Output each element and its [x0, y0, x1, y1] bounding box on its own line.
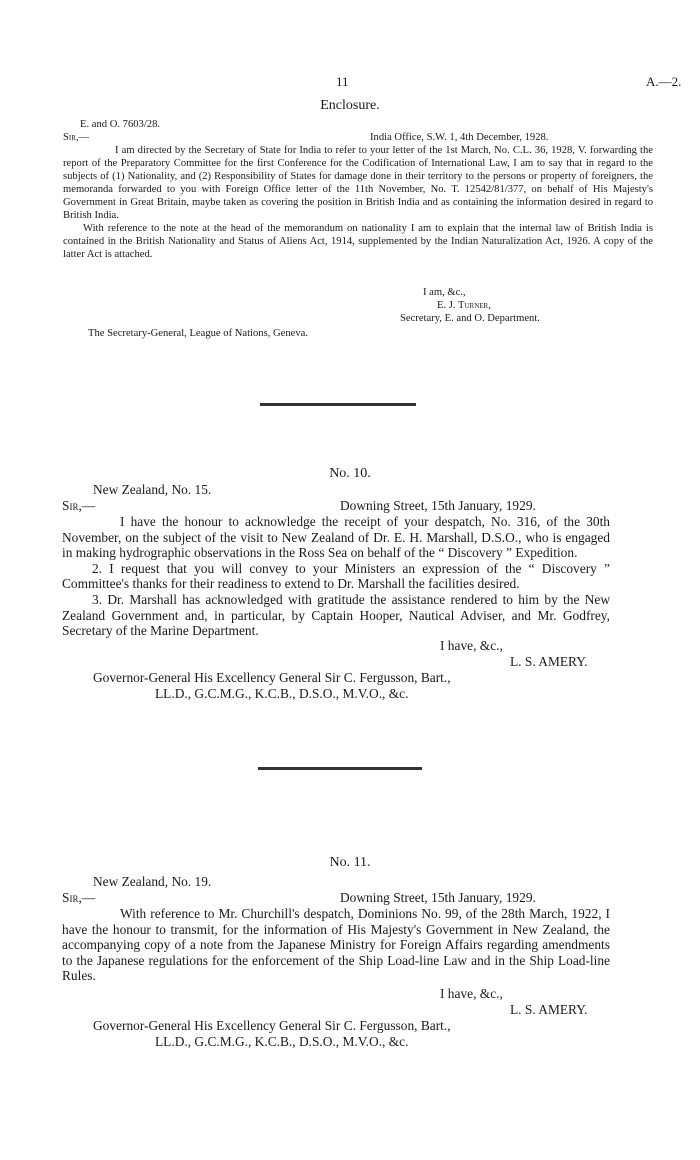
section-divider-2	[258, 767, 422, 770]
no11-addressee-line-1: Governor-General His Excellency General Sir C. Fergusson, Bart.,	[93, 1018, 451, 1033]
no10-paragraph-2: 2. I request that you will convey to your Ministers an expression of the “ Discovery ” Committee's thanks for their readiness to extend to Dr. Marshall the facilities desired.	[62, 560, 610, 592]
enclosure-place-date: India Office, S.W. 1, 4th December, 1928.	[370, 132, 549, 143]
enclosure-body	[63, 144, 653, 261]
no10-paragraph-3: 3. Dr. Marshall has acknowledged with gratitude the assistance rendered to him by the New Zealand Government and, in particular, by Captain Hooper, Nautical Adviser, and Mr. Godfrey, Secretary of the Marine Department.	[62, 591, 610, 639]
no11-place-date: Downing Street, 15th January, 1929.	[340, 890, 536, 905]
page-number: 11	[336, 74, 349, 89]
no10-body	[62, 514, 610, 639]
no11-closing: I have, &c.,	[440, 986, 503, 1001]
enclosure-signatory-title: Secretary, E. and O. Department.	[400, 313, 540, 324]
no10-signatory: L. S. AMERY.	[510, 654, 588, 669]
no11-body	[62, 906, 610, 984]
no11-title: No. 11.	[329, 855, 371, 870]
no10-addressee-line-1: Governor-General His Excellency General Sir C. Fergusson, Bart.,	[93, 670, 451, 685]
enclosure-closing: I am, &c.,	[423, 287, 466, 298]
no10-closing: I have, &c.,	[440, 638, 503, 653]
enclosure-addressee: The Secretary-General, League of Nations, Geneva.	[88, 328, 309, 339]
no10-paragraph-1: I have the honour to acknowledge the receipt of your despatch, No. 316, of the 30th November, on the subject of the visit to New Zealand of Dr. E. H. Marshall, D.S.O., who is engaged in making hydrographic observations in the Ross Sea on behalf of the “ Discovery ” Expedition.	[62, 514, 610, 561]
no11-addressee-line-2: LL.D., G.C.M.G., K.C.B., D.S.O., M.V.O., &c.	[155, 1034, 409, 1049]
document-reference: A.—2.	[646, 74, 682, 89]
section-divider-1	[260, 403, 416, 406]
no11-destination: New Zealand, No. 19.	[93, 874, 212, 889]
no11-salutation: Sir,—	[62, 890, 96, 905]
enclosure-salutation: Sir,—	[63, 132, 90, 143]
enclosure-paragraph-2: With reference to the note at the head of the memorandum on nationality I am to explain that the internal law of British India is contained in the British Nationality and Status of Aliens Act, 1914, supplemented by the Indian Naturalization Act, 1926. A copy of the latter Act is attached.	[63, 223, 653, 260]
enclosure-title: Enclosure.	[320, 98, 380, 113]
enclosure-file-ref: E. and O. 7603/28.	[80, 119, 161, 130]
no10-place-date: Downing Street, 15th January, 1929.	[340, 498, 536, 513]
no11-paragraph: With reference to Mr. Churchill's despatch, Dominions No. 99, of the 28th March, 1922, I have the honour to transmit, for the information of His Majesty's Government in New Zealand, the accompanying copy of a note from the Japanese Ministry for Foreign Affairs regarding amendments to the Japanese regulations for the enforcement of the Ship Load-line Law and in the Ship Load-line Rules.	[62, 906, 610, 984]
no10-destination: New Zealand, No. 15.	[93, 482, 212, 497]
no10-addressee-line-2: LL.D., G.C.M.G., K.C.B., D.S.O., M.V.O., &c.	[155, 686, 409, 701]
no11-signatory: L. S. AMERY.	[510, 1002, 588, 1017]
no10-title: No. 10.	[329, 466, 371, 481]
enclosure-paragraph-1: I am directed by the Secretary of State for India to refer to your letter of the 1st March, No. C.L. 36, 1928, V. forwarding the report of the Preparatory Committee for the first Conference for the Codification of International Law, I am to say that in regard to the subjects of (1) Nationality, and (2) Responsibility of States for damage done in their territory to the persons or property of foreigners, the memoranda forwarded to you with Foreign Office letter of the 11th November, No. T. 12542/81/377, on behalf of His Majesty's Government in Great Britain, maybe taken as covering the position in British India and as containing the information desired in regard to British India.	[63, 145, 653, 221]
enclosure-signatory: E. J. Turner,	[437, 300, 491, 311]
no10-salutation: Sir,—	[62, 498, 96, 513]
